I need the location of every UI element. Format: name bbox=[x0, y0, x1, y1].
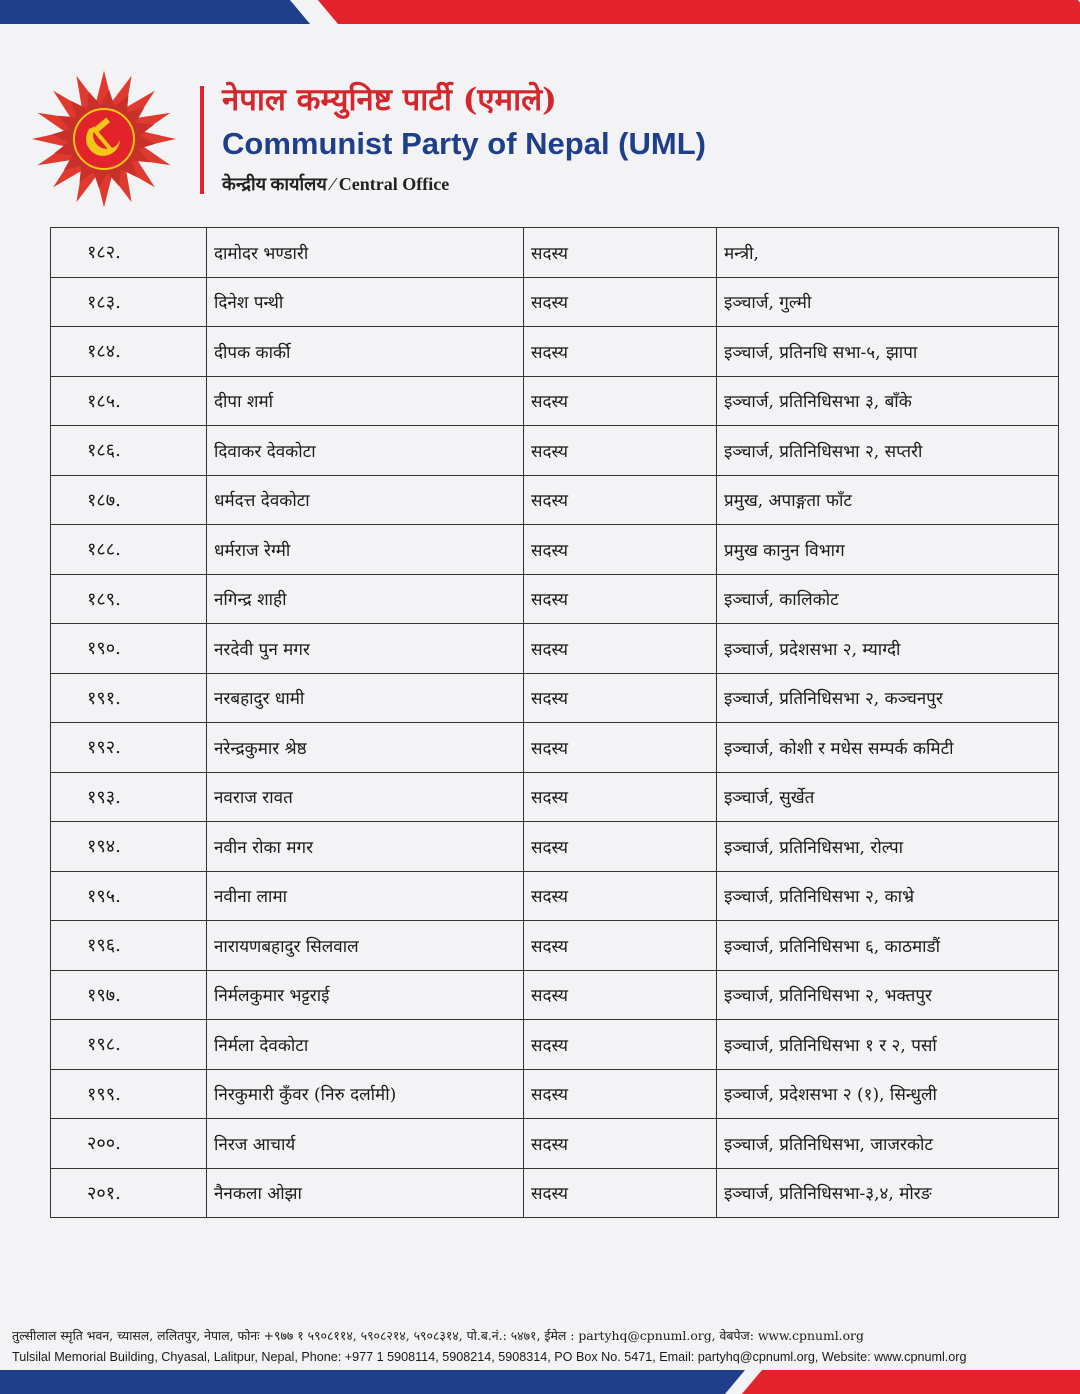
position-cell: सदस्य bbox=[524, 822, 717, 872]
name-cell: दीपक कार्की bbox=[207, 327, 524, 377]
name-cell: निर्मला देवकोटा bbox=[207, 1020, 524, 1070]
responsibility-cell: इञ्चार्ज, प्रतिनिधिसभा, जाजरकोट bbox=[717, 1119, 1059, 1169]
position-cell: सदस्य bbox=[524, 1119, 717, 1169]
position-cell: सदस्य bbox=[524, 277, 717, 327]
serial-cell: १९९. bbox=[51, 1069, 207, 1119]
table-row bbox=[51, 426, 1059, 476]
top-stripe bbox=[0, 0, 1080, 24]
serial-cell: १८८. bbox=[51, 525, 207, 575]
serial-cell: १८६. bbox=[51, 426, 207, 476]
position-cell: सदस्य bbox=[524, 921, 717, 971]
name-cell: निरकुमारी कुँवर (निरु दर्लामी) bbox=[207, 1069, 524, 1119]
position-cell: सदस्य bbox=[524, 871, 717, 921]
table-row bbox=[51, 228, 1059, 278]
name-cell: नरदेवी पुन मगर bbox=[207, 624, 524, 674]
serial-cell: १८५. bbox=[51, 376, 207, 426]
name-cell: निर्मलकुमार भट्टराई bbox=[207, 970, 524, 1020]
position-cell: सदस्य bbox=[524, 525, 717, 575]
serial-cell: १९०. bbox=[51, 624, 207, 674]
responsibility-cell: इञ्चार्ज, प्रतिनिधिसभा २, काभ्रे bbox=[717, 871, 1059, 921]
table-row bbox=[51, 376, 1059, 426]
table-row bbox=[51, 277, 1059, 327]
responsibility-cell: इञ्चार्ज, प्रतिनधि सभा-५, झापा bbox=[717, 327, 1059, 377]
footer-address-nepali: तुल्सीलाल स्मृति भवन, च्यासल, ललितपुर, नेपाल, फोनः +९७७ १ ५९०८११४, ५९०८२१४, ५९०८३१४, पो.ब.नं.: ५४७१, ईमेल : partyhq@cpnuml.org, वेबपेज: www.cpnuml.org bbox=[12, 1328, 864, 1343]
serial-cell: १८९. bbox=[51, 574, 207, 624]
footer-address-english: Tulsilal Memorial Building, Chyasal, Lalitpur, Nepal, Phone: +977 1 5908114, 5908214, 5908314, PO Box No. 5471, Email: partyhq@cpnuml.org, Website: www.cpnuml.org bbox=[12, 1350, 967, 1364]
table-row bbox=[51, 624, 1059, 674]
serial-cell: १९६. bbox=[51, 921, 207, 971]
position-cell: सदस्य bbox=[524, 624, 717, 674]
serial-cell: १९८. bbox=[51, 1020, 207, 1070]
responsibility-cell: इञ्चार्ज, प्रतिनिधिसभा १ र २, पर्सा bbox=[717, 1020, 1059, 1070]
position-cell: सदस्य bbox=[524, 1168, 717, 1218]
bottom-stripe bbox=[0, 1370, 1080, 1394]
position-cell: सदस्य bbox=[524, 475, 717, 525]
responsibility-cell: मन्त्री, bbox=[717, 228, 1059, 278]
serial-cell: १८२. bbox=[51, 228, 207, 278]
responsibility-cell: इञ्चार्ज, कालिकोट bbox=[717, 574, 1059, 624]
responsibility-cell: इञ्चार्ज, प्रतिनिधिसभा-३,४, मोरङ bbox=[717, 1168, 1059, 1218]
table-row bbox=[51, 525, 1059, 575]
name-cell: नगिन्द्र शाही bbox=[207, 574, 524, 624]
serial-cell: १८३. bbox=[51, 277, 207, 327]
name-cell: नवीन रोका मगर bbox=[207, 822, 524, 872]
responsibility-cell: इञ्चार्ज, प्रतिनिधिसभा २, भक्तपुर bbox=[717, 970, 1059, 1020]
table-row bbox=[51, 475, 1059, 525]
position-cell: सदस्य bbox=[524, 574, 717, 624]
table-row bbox=[51, 1020, 1059, 1070]
position-cell: सदस्य bbox=[524, 426, 717, 476]
name-cell: नवीना लामा bbox=[207, 871, 524, 921]
office-subtitle: केन्द्रीय कार्यालय ⁄ Central Office bbox=[222, 174, 450, 194]
table-row bbox=[51, 1069, 1059, 1119]
member-table bbox=[50, 227, 1059, 1218]
serial-cell: १८७. bbox=[51, 475, 207, 525]
responsibility-cell: इञ्चार्ज, प्रदेशसभा २ (१), सिन्धुली bbox=[717, 1069, 1059, 1119]
name-cell: धर्मराज रेग्मी bbox=[207, 525, 524, 575]
responsibility-cell: इञ्चार्ज, प्रतिनिधिसभा ३, बाँके bbox=[717, 376, 1059, 426]
name-cell: नवराज रावत bbox=[207, 772, 524, 822]
table-row bbox=[51, 921, 1059, 971]
party-emblem-icon bbox=[24, 66, 184, 212]
header-divider bbox=[200, 86, 204, 194]
table-row bbox=[51, 772, 1059, 822]
responsibility-cell: इञ्चार्ज, प्रतिनिधिसभा ६, काठमाडौं bbox=[717, 921, 1059, 971]
responsibility-cell: प्रमुख कानुन विभाग bbox=[717, 525, 1059, 575]
serial-cell: २०१. bbox=[51, 1168, 207, 1218]
name-cell: दिवाकर देवकोटा bbox=[207, 426, 524, 476]
party-title-english: Communist Party of Nepal (UML) bbox=[222, 126, 706, 161]
position-cell: सदस्य bbox=[524, 327, 717, 377]
name-cell: दिनेश पन्थी bbox=[207, 277, 524, 327]
table-row bbox=[51, 673, 1059, 723]
name-cell: दामोदर भण्डारी bbox=[207, 228, 524, 278]
name-cell: धर्मदत्त देवकोटा bbox=[207, 475, 524, 525]
position-cell: सदस्य bbox=[524, 376, 717, 426]
table-row bbox=[51, 327, 1059, 377]
serial-cell: १९२. bbox=[51, 723, 207, 773]
serial-cell: १९१. bbox=[51, 673, 207, 723]
responsibility-cell: इञ्चार्ज, प्रतिनिधिसभा, रोल्पा bbox=[717, 822, 1059, 872]
serial-cell: २००. bbox=[51, 1119, 207, 1169]
table-row bbox=[51, 574, 1059, 624]
position-cell: सदस्य bbox=[524, 970, 717, 1020]
table-row bbox=[51, 1168, 1059, 1218]
responsibility-cell: इञ्चार्ज, सुर्खेत bbox=[717, 772, 1059, 822]
name-cell: निरज आचार्य bbox=[207, 1119, 524, 1169]
name-cell: नारायणबहादुर सिलवाल bbox=[207, 921, 524, 971]
position-cell: सदस्य bbox=[524, 1020, 717, 1070]
position-cell: सदस्य bbox=[524, 1069, 717, 1119]
name-cell: दीपा शर्मा bbox=[207, 376, 524, 426]
responsibility-cell: प्रमुख, अपाङ्गता फाँट bbox=[717, 475, 1059, 525]
position-cell: सदस्य bbox=[524, 673, 717, 723]
name-cell: नरेन्द्रकुमार श्रेष्ठ bbox=[207, 723, 524, 773]
position-cell: सदस्य bbox=[524, 723, 717, 773]
name-cell: नरबहादुर धामी bbox=[207, 673, 524, 723]
position-cell: सदस्य bbox=[524, 772, 717, 822]
name-cell: नैनकला ओझा bbox=[207, 1168, 524, 1218]
responsibility-cell: इञ्चार्ज, गुल्मी bbox=[717, 277, 1059, 327]
responsibility-cell: इञ्चार्ज, कोशी र मधेस सम्पर्क कमिटी bbox=[717, 723, 1059, 773]
party-title-nepali: नेपाल कम्युनिष्ट पार्टी (एमाले) bbox=[222, 82, 557, 118]
table-row bbox=[51, 723, 1059, 773]
table-row bbox=[51, 970, 1059, 1020]
responsibility-cell: इञ्चार्ज, प्रतिनिधिसभा २, कञ्चनपुर bbox=[717, 673, 1059, 723]
serial-cell: १९७. bbox=[51, 970, 207, 1020]
position-cell: सदस्य bbox=[524, 228, 717, 278]
serial-cell: १९३. bbox=[51, 772, 207, 822]
member-table-body bbox=[51, 228, 1059, 1218]
table-row bbox=[51, 822, 1059, 872]
responsibility-cell: इञ्चार्ज, प्रतिनिधिसभा २, सप्तरी bbox=[717, 426, 1059, 476]
responsibility-cell: इञ्चार्ज, प्रदेशसभा २, म्याग्दी bbox=[717, 624, 1059, 674]
table-row bbox=[51, 871, 1059, 921]
table-row bbox=[51, 1119, 1059, 1169]
serial-cell: १९५. bbox=[51, 871, 207, 921]
serial-cell: १९४. bbox=[51, 822, 207, 872]
serial-cell: १८४. bbox=[51, 327, 207, 377]
